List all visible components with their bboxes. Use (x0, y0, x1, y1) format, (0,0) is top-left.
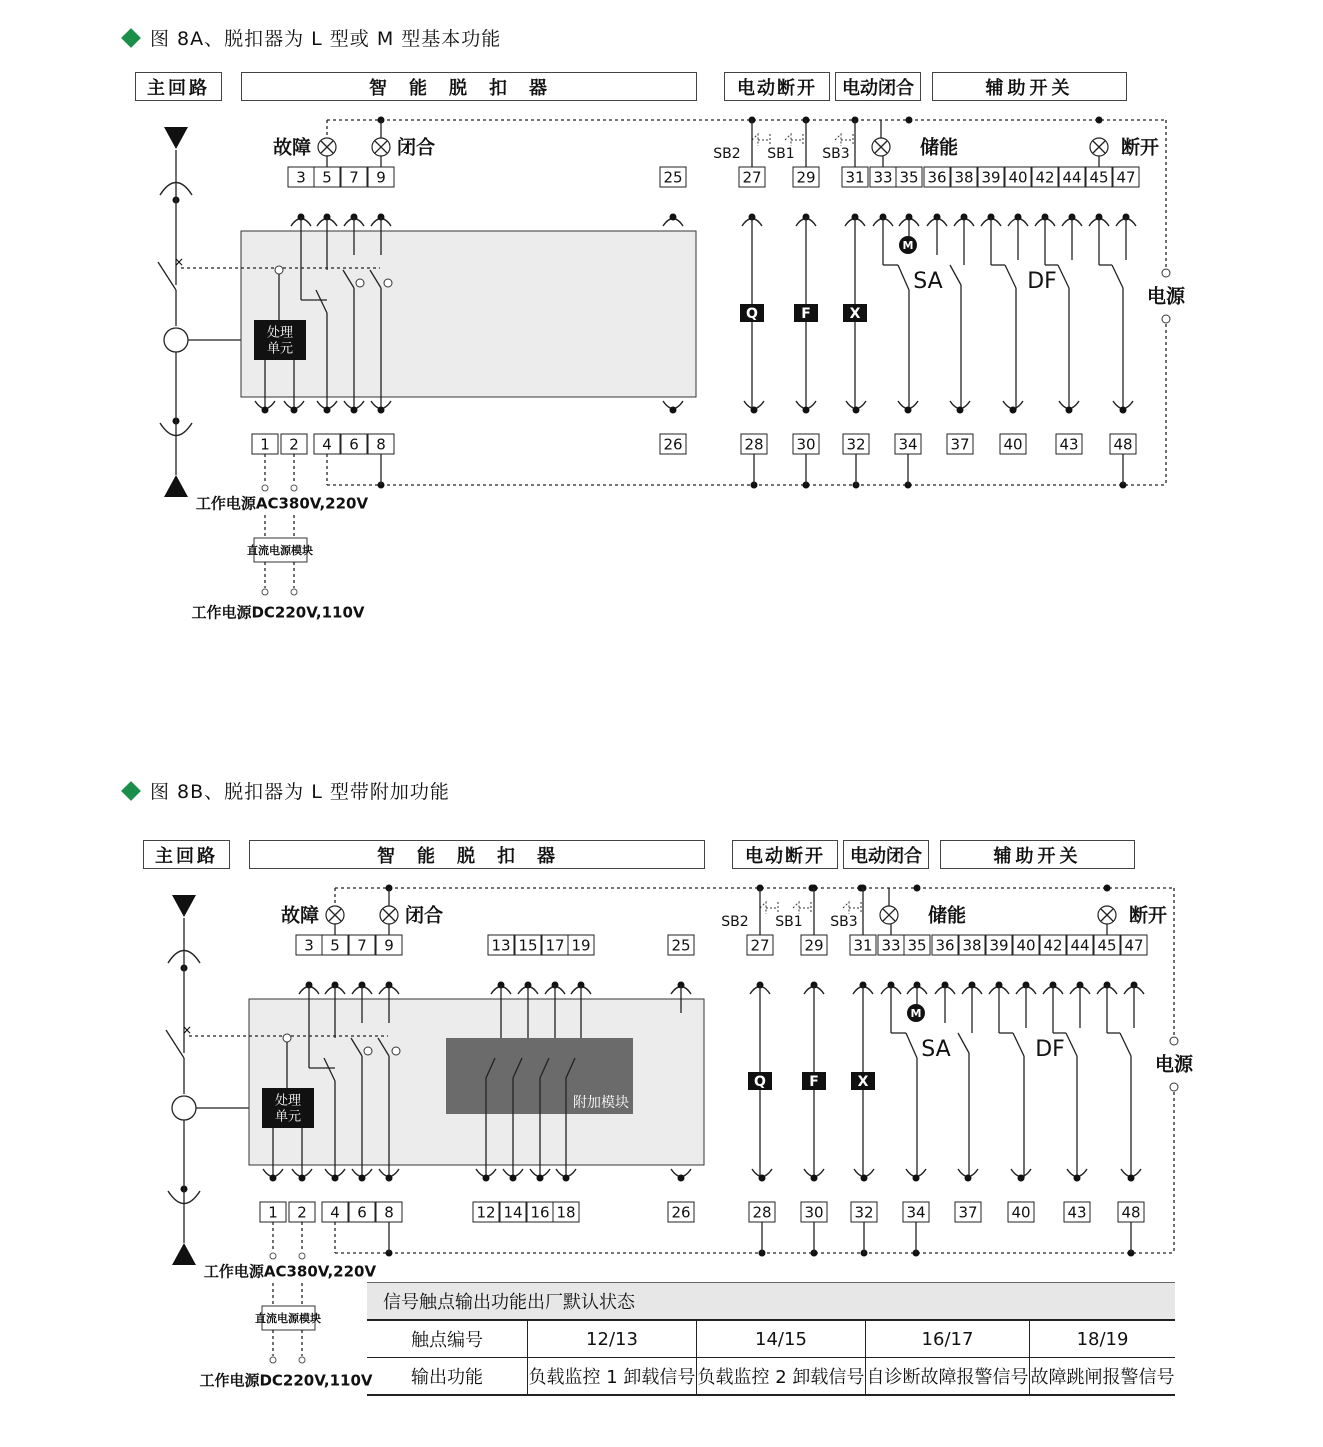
header-aux-switch: 辅助开关 (940, 840, 1135, 869)
terminal-label: 29 (804, 936, 824, 955)
terminal-label: 40 (1016, 936, 1036, 955)
push-button-icon (785, 134, 803, 146)
terminal-label: 18 (556, 1203, 576, 1222)
lamp-storage-label: 储能 (927, 904, 967, 927)
x-mark: × (182, 1023, 193, 1037)
coil-label: X (849, 306, 861, 322)
connector-dot (483, 1175, 490, 1182)
lamp-close-label: 闭合 (404, 904, 444, 927)
contact (1013, 1033, 1024, 1056)
dc-module-label: 直流电源模块 (255, 1312, 321, 1325)
terminal-label: 31 (853, 936, 873, 955)
connector-dot (1010, 407, 1017, 414)
ac-power-label: 工作电源AC380V,220V (195, 494, 369, 513)
contact (1112, 265, 1123, 288)
terminal-label: 25 (663, 168, 683, 187)
connector-dot (1120, 407, 1127, 414)
terminal-label: 5 (330, 936, 340, 955)
table-cell: 负载监控 1 卸载信号 (528, 1358, 697, 1396)
terminal-node (262, 589, 268, 595)
terminal-label: 34 (898, 435, 918, 454)
connector-dot (537, 1175, 544, 1182)
push-button-icon (843, 902, 861, 914)
trip-unit-body (241, 231, 696, 397)
header-elec-open: 电动断开 (732, 840, 838, 869)
terminal-label: 30 (804, 1203, 824, 1222)
header-aux-switch: 辅助开关 (932, 72, 1127, 101)
terminal-label: 16 (530, 1203, 550, 1222)
terminal-label: 3 (296, 168, 306, 187)
terminal-label: 7 (349, 168, 359, 187)
junction-dot (906, 117, 913, 124)
arrow-up-icon (172, 1243, 196, 1265)
terminal-node (270, 1357, 276, 1363)
ac-power-label: 工作电源AC380V,220V (203, 1262, 377, 1281)
terminal-label: 13 (491, 936, 511, 955)
connector-dot (965, 1175, 972, 1182)
junction-dot (914, 885, 921, 892)
processing-unit-label: 单元 (274, 1109, 302, 1125)
terminal-label: 43 (1059, 435, 1079, 454)
terminal-label: 9 (384, 936, 394, 955)
terminal-label: 2 (297, 1203, 307, 1222)
connector-dot (299, 1175, 306, 1182)
terminal-label: 32 (846, 435, 866, 454)
terminal-label: 26 (671, 1203, 691, 1222)
terminal-label: 6 (357, 1203, 367, 1222)
connector-dot (913, 1175, 920, 1182)
terminal-label: 30 (796, 435, 816, 454)
terminal-label: 25 (671, 936, 691, 955)
current-transformer-icon (164, 328, 188, 352)
contact (1058, 265, 1069, 288)
df-label: DF (1035, 1037, 1065, 1062)
processing-unit-label: 处理 (274, 1093, 302, 1109)
terminal-node (291, 485, 297, 491)
terminal-label: 40 (1008, 168, 1028, 187)
connector-dot (332, 1175, 339, 1182)
signal-contact-table (367, 1282, 1175, 1396)
junction-dot (1104, 885, 1111, 892)
push-button-icon (752, 134, 770, 146)
switch-label: SB1 (767, 146, 795, 162)
connector-dot (670, 407, 677, 414)
terminal-label: 14 (503, 1203, 523, 1222)
sa-label: SA (921, 1037, 951, 1062)
terminal-label: 44 (1062, 168, 1082, 187)
push-button-icon (793, 902, 811, 914)
connector-dot (905, 407, 912, 414)
terminal-node (270, 1253, 276, 1259)
contact (958, 1033, 969, 1053)
terminal-label: 8 (376, 435, 386, 454)
terminal-label: 19 (571, 936, 591, 955)
link-node (275, 266, 283, 274)
terminal-label: 15 (518, 936, 538, 955)
connector-dot (510, 1175, 517, 1182)
contact (898, 265, 909, 290)
coil-label: F (809, 1074, 819, 1090)
lamp-storage-label: 储能 (919, 136, 959, 159)
table-cell: 自诊断故障报警信号 (865, 1358, 1029, 1396)
terminal-label: 1 (260, 435, 270, 454)
terminal-label: 26 (663, 435, 683, 454)
contact-node (392, 1047, 400, 1055)
terminal-label: 38 (954, 168, 974, 187)
terminal-label: 4 (330, 1203, 340, 1222)
dc-power-label: 工作电源DC220V,110V (199, 1371, 373, 1390)
table-cell: 12/13 (528, 1320, 697, 1358)
connector-dot (378, 407, 385, 414)
dc-module-label: 直流电源模块 (247, 544, 313, 557)
terminal-label: 4 (322, 435, 332, 454)
connector-dot (262, 407, 269, 414)
table-row (367, 1358, 1175, 1396)
connector-dot (803, 407, 810, 414)
terminal-node (299, 1357, 305, 1363)
arrow-down-icon (164, 127, 188, 149)
push-button-icon (760, 902, 778, 914)
contact-node (364, 1047, 372, 1055)
contact-node (384, 279, 392, 287)
terminal-label: 44 (1070, 936, 1090, 955)
terminal-label: 12 (476, 1203, 496, 1222)
connector-dot (386, 1175, 393, 1182)
terminal-label: 6 (349, 435, 359, 454)
terminal-label: 5 (322, 168, 332, 187)
terminal-label: 28 (744, 435, 764, 454)
contact (1120, 1033, 1131, 1056)
terminal-label: 45 (1097, 936, 1117, 955)
switch-label: SB3 (830, 914, 858, 930)
power-label: 电源 (1146, 285, 1186, 308)
dc-power-label: 工作电源DC220V,110V (191, 603, 365, 622)
lamp-open-label: 断开 (1128, 904, 1168, 927)
switch-label: SB3 (822, 146, 850, 162)
lamp-fault-label: 故障 (280, 904, 320, 927)
terminal-label: 27 (750, 936, 770, 955)
terminal-label: 27 (742, 168, 762, 187)
terminal-label: 47 (1116, 168, 1136, 187)
coil-label: Q (754, 1074, 766, 1090)
power-terminal-icon (1170, 1083, 1178, 1091)
terminal-label: 43 (1067, 1203, 1087, 1222)
connector-dot (751, 407, 758, 414)
connector-dot (359, 1175, 366, 1182)
header-trip-unit: 智能脱扣器 (241, 72, 697, 101)
connector-dot (1018, 1175, 1025, 1182)
contact (1066, 1033, 1077, 1056)
wiring-diagram-8a (0, 0, 1323, 640)
connector-dot (861, 1175, 868, 1182)
terminal-label: 38 (962, 936, 982, 955)
terminal-label: 33 (881, 936, 901, 955)
table-row-head: 触点编号 (367, 1320, 528, 1358)
connector-dot (670, 214, 677, 221)
sa-label: SA (913, 269, 943, 294)
motor-label: M (910, 1007, 922, 1020)
table-cell: 14/15 (696, 1320, 865, 1358)
lamp-close-label: 闭合 (396, 136, 436, 159)
motor-label: M (902, 239, 914, 252)
power-terminal-icon (1162, 315, 1170, 323)
df-label: DF (1027, 269, 1057, 294)
table-row-head: 输出功能 (367, 1358, 528, 1396)
arrow-down-icon (172, 895, 196, 917)
table-row (367, 1320, 1175, 1358)
header-elec-open: 电动断开 (724, 72, 830, 101)
contact (950, 265, 961, 285)
power-label: 电源 (1154, 1053, 1194, 1076)
connector-dot (811, 1175, 818, 1182)
terminal-node (262, 485, 268, 491)
connector-dot (957, 407, 964, 414)
processing-unit-label: 单元 (266, 341, 294, 357)
table-cell: 16/17 (865, 1320, 1029, 1358)
header-trip-unit: 智能脱扣器 (249, 840, 705, 869)
terminal-label: 32 (854, 1203, 874, 1222)
terminal-label: 36 (935, 936, 955, 955)
terminal-label: 2 (289, 435, 299, 454)
terminal-label: 35 (907, 936, 927, 955)
connector-dot (1128, 1175, 1135, 1182)
switch-label: SB2 (721, 914, 749, 930)
link-node (283, 1034, 291, 1042)
table-cell: 18/19 (1030, 1320, 1175, 1358)
x-mark: × (174, 255, 185, 269)
current-transformer-icon (172, 1096, 196, 1120)
terminal-label: 48 (1121, 1203, 1141, 1222)
arrow-up-icon (164, 475, 188, 497)
header-main-circuit: 主回路 (135, 72, 222, 101)
terminal-label: 42 (1035, 168, 1055, 187)
connector-dot (678, 1175, 685, 1182)
header-elec-close: 电动闭合 (835, 72, 921, 101)
push-button-icon (835, 134, 853, 146)
lamp-open-label: 断开 (1120, 136, 1160, 159)
connector-dot (351, 407, 358, 414)
table-cell: 故障跳闸报警信号 (1030, 1358, 1175, 1396)
terminal-label: 39 (989, 936, 1009, 955)
connector-dot (324, 407, 331, 414)
terminal-label: 39 (981, 168, 1001, 187)
terminal-label: 1 (268, 1203, 278, 1222)
terminal-label: 40 (1003, 435, 1023, 454)
connector-dot (759, 1175, 766, 1182)
power-terminal-icon (1162, 269, 1170, 277)
terminal-label: 48 (1113, 435, 1133, 454)
terminal-label: 36 (927, 168, 947, 187)
terminal-label: 29 (796, 168, 816, 187)
terminal-label: 45 (1089, 168, 1109, 187)
terminal-node (291, 589, 297, 595)
caption-text: 图 8A、脱扣器为 L 型或 M 型基本功能 (150, 28, 502, 50)
contact (906, 1033, 917, 1058)
terminal-label: 42 (1043, 936, 1063, 955)
table-title: 信号触点输出功能出厂默认状态 (367, 1283, 1175, 1321)
contact (1005, 265, 1016, 288)
contact-node (356, 279, 364, 287)
connector-dot (853, 407, 860, 414)
terminal-label: 7 (357, 936, 367, 955)
terminal-label: 9 (376, 168, 386, 187)
caption-text: 图 8B、脱扣器为 L 型带附加功能 (150, 781, 450, 803)
connector-dot (1066, 407, 1073, 414)
connector-dot (291, 407, 298, 414)
terminal-node (299, 1253, 305, 1259)
terminal-label: 31 (845, 168, 865, 187)
terminal-label: 3 (304, 936, 314, 955)
header-main-circuit: 主回路 (143, 840, 230, 869)
terminal-label: 17 (545, 936, 565, 955)
terminal-label: 35 (899, 168, 919, 187)
connector-dot (1074, 1175, 1081, 1182)
power-terminal-icon (1170, 1037, 1178, 1045)
connector-dot (563, 1175, 570, 1182)
terminal-label: 34 (906, 1203, 926, 1222)
addon-module-label: 附加模块 (573, 1095, 629, 1111)
table-cell: 负载监控 2 卸载信号 (696, 1358, 865, 1396)
coil-label: F (801, 306, 811, 322)
lamp-fault-label: 故障 (272, 136, 312, 159)
terminal-label: 37 (950, 435, 970, 454)
coil-label: Q (746, 306, 758, 322)
terminal-label: 47 (1124, 936, 1144, 955)
terminal-label: 37 (958, 1203, 978, 1222)
terminal-label: 40 (1011, 1203, 1031, 1222)
coil-label: X (857, 1074, 869, 1090)
connector-dot (270, 1175, 277, 1182)
terminal-label: 8 (384, 1203, 394, 1222)
terminal-label: 28 (752, 1203, 772, 1222)
junction-dot (1096, 117, 1103, 124)
processing-unit-label: 处理 (266, 325, 294, 341)
header-elec-close: 电动闭合 (843, 840, 929, 869)
switch-label: SB2 (713, 146, 741, 162)
terminal-label: 33 (873, 168, 893, 187)
switch-label: SB1 (775, 914, 803, 930)
